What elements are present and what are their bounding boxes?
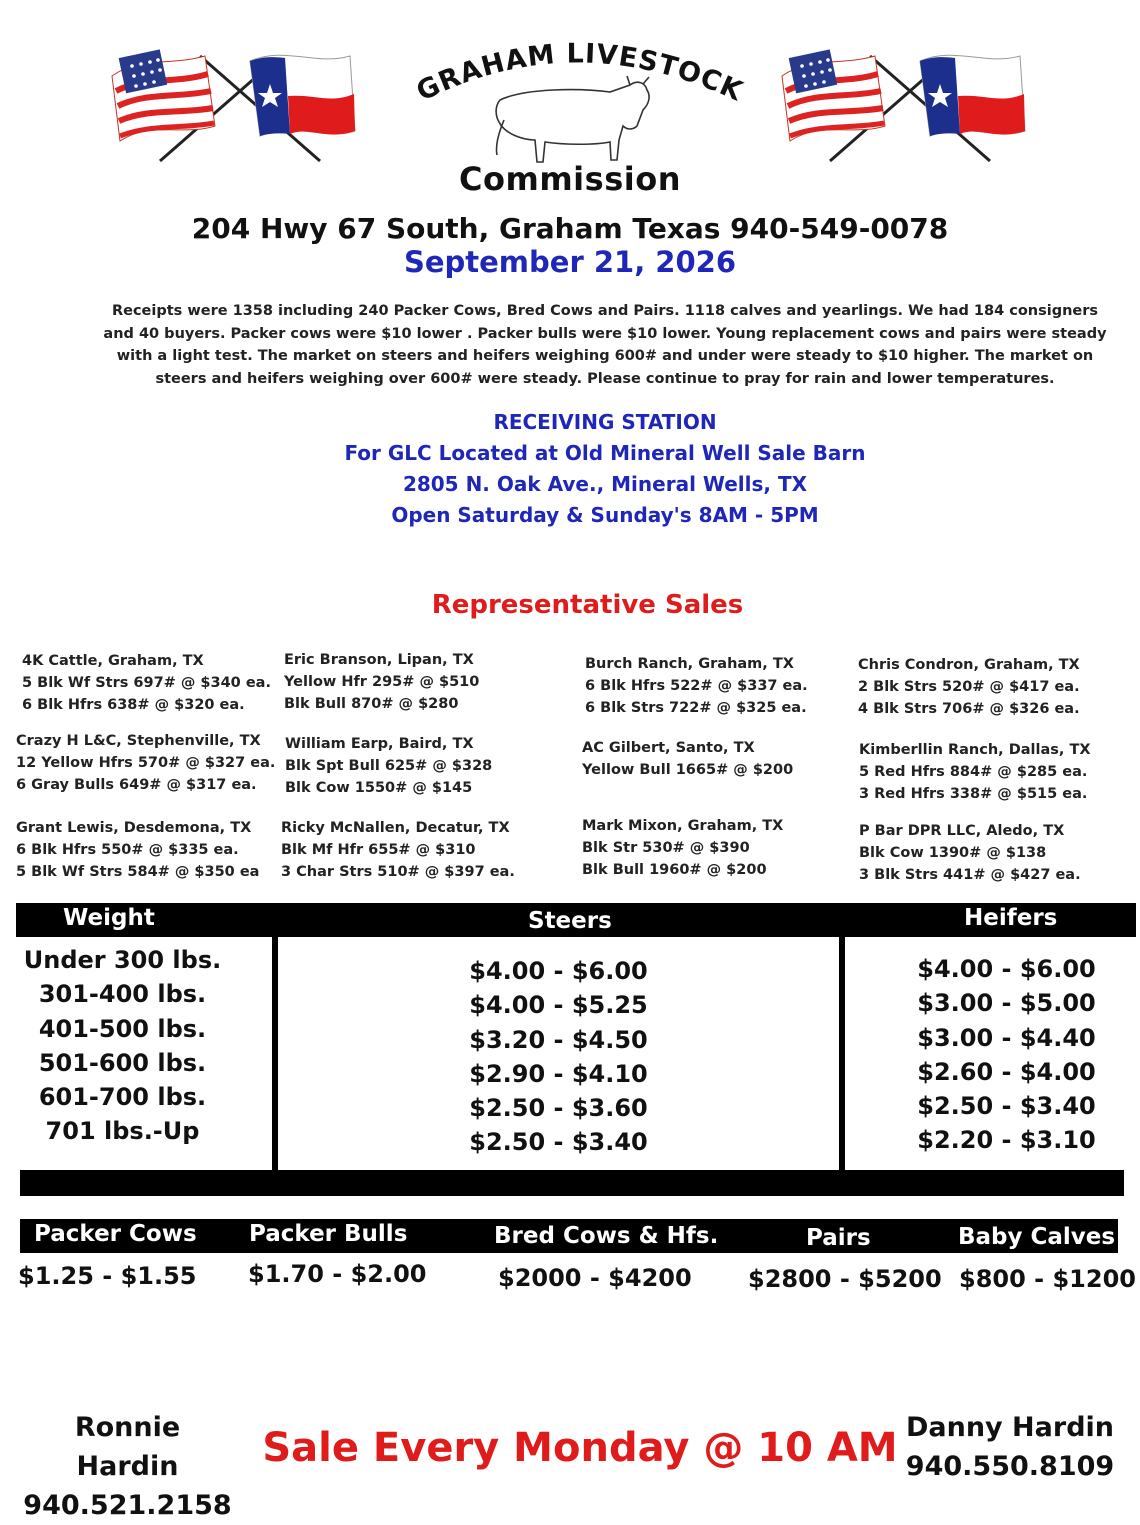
steer-price: $3.20 - $4.50 [469,1025,648,1054]
sale-entry [22,650,271,716]
seller-name: Eric Branson, Lipan, TX [284,652,474,668]
steer-price: $4.00 - $6.00 [469,957,648,985]
receiving-station-line: 2805 N. Oak Ave., Mineral Wells, TX [402,472,808,496]
seller-name: Grant Lewis, Desdemona, TX [16,820,252,836]
sale-detail: Blk Cow 1550# @ $145 [285,780,473,796]
texas-flag-icon [920,55,1025,136]
heifer-price: $2.50 - $3.40 [917,1092,1096,1121]
category-label: Baby Calves [958,1224,1116,1250]
seller-name: William Earp, Baird, TX [285,736,474,752]
weight-range: 501-600 lbs. [38,1048,207,1077]
contact-name: Danny Hardin [905,1412,1114,1443]
heifers-column [904,952,1109,1158]
sale-entry [284,649,479,715]
sale-detail: 5 Red Hfrs 884# @ $285 ea. [859,764,1088,780]
seller-name: Ricky McNallen, Decatur, TX [281,820,510,836]
category-price: $1.70 - $2.00 [248,1260,427,1288]
summary-line: steers and heifers weighing over 600# were steady. Please continue to pray for rain and lower temperatures. [155,370,1055,387]
steer-price: $2.50 - $3.60 [469,1094,648,1123]
category-header-bar [20,1219,1118,1253]
crossed-flags-icon [780,36,1040,176]
seller-name: P Bar DPR LLC, Aledo, TX [859,823,1065,839]
sale-detail: Yellow Hfr 295# @ $510 [284,674,480,690]
weight-column-header: Weight [63,905,155,931]
category-label: Packer Bulls [249,1221,408,1247]
sale-entry [16,817,259,883]
heifer-price: $2.60 - $4.00 [917,1057,1096,1086]
logo-commission: Commission [459,160,681,198]
seller-name: Crazy H L&C, Stephenville, TX [16,733,261,749]
weight-column [20,943,225,1149]
us-flag-icon [112,49,215,141]
market-summary [100,300,1110,390]
contact-right [905,1408,1115,1486]
contact-phone: 940.521.2158 [23,1490,232,1521]
sale-detail: 6 Blk Strs 722# @ $325 ea. [585,700,807,716]
category-label: Pairs [806,1225,871,1251]
sale-detail: 3 Red Hfrs 338# @ $515 ea. [859,786,1088,802]
sale-detail: 6 Blk Hfrs 522# @ $337 ea. [585,678,808,694]
seller-name: Kimberllin Ranch, Dallas, TX [859,742,1091,758]
summary-line: with a light test. The market on steers and heifers weighing 600# and under were steady to $10 higher. The market on [116,348,1094,365]
weight-range: 401-500 lbs. [38,1014,207,1043]
category-price: $1.25 - $1.55 [18,1262,197,1290]
summary-line: and 40 buyers. Packer cows were $10 lower . Packer bulls were $10 lower. Young replacement cows and pairs were steady [103,325,1107,342]
category-price: $800 - $1200 [959,1265,1136,1293]
sale-entry [859,820,1081,886]
crossed-flags-icon [110,36,370,176]
sale-detail: 3 Char Strs 510# @ $397 ea. [281,864,515,880]
seller-name: Chris Condron, Graham, TX [858,657,1080,673]
sale-entry [582,737,793,781]
sale-schedule: Sale Every Monday @ 10 AM [262,1425,898,1471]
weight-range: 601-700 lbs. [38,1083,207,1112]
sale-entry [582,815,783,881]
heifer-price: $4.00 - $6.00 [917,955,1096,983]
sale-detail: Blk Spt Bull 625# @ $328 [285,758,493,774]
weight-table-header [16,903,1136,937]
texas-flag-icon [250,55,355,136]
sale-detail: 12 Yellow Hfrs 570# @ $327 ea. [16,755,276,771]
sale-detail: 5 Blk Wf Strs 697# @ $340 ea. [22,675,271,691]
report-date: September 21, 2026 [403,245,737,279]
sale-entry [16,730,275,796]
crossed-flags-right [780,36,1040,176]
sale-detail: 6 Gray Bulls 649# @ $317 ea. [16,777,257,793]
heifer-price: $3.00 - $5.00 [917,989,1096,1018]
steer-price: $2.90 - $4.10 [469,1059,648,1088]
sale-detail: Yellow Bull 1665# @ $200 [582,762,794,778]
sale-entry [585,653,808,719]
steers-column-header: Steers [528,908,612,934]
contact-phone: 940.550.8109 [905,1451,1115,1482]
sale-detail: Blk Cow 1390# @ $138 [859,845,1047,861]
business-address: 204 Hwy 67 South, Graham Texas 940-549-0078 [191,212,949,245]
us-flag-icon [782,49,885,141]
sale-detail: 6 Blk Hfrs 638# @ $320 ea. [22,697,245,713]
sale-detail: 6 Blk Hfrs 550# @ $335 ea. [16,842,239,858]
sale-detail: 2 Blk Strs 520# @ $417 ea. [858,679,1080,695]
sale-detail: 3 Blk Strs 441# @ $427 ea. [859,867,1081,883]
category-label: Bred Cows & Hfs. [494,1223,719,1249]
crossed-flags-left [110,36,370,176]
representative-sales-title: Representative Sales [431,590,744,620]
category-price: $2000 - $4200 [498,1264,692,1292]
receiving-station-hours: Open Saturday & Sunday's 8AM - 5PM [391,503,819,527]
seller-name: AC Gilbert, Santo, TX [582,740,755,756]
table-footer-bar [20,1170,1124,1196]
heifers-column-header: Heifers [964,905,1058,931]
weight-range: 701 lbs.-Up [45,1117,200,1146]
sale-detail: Blk Bull 870# @ $280 [284,696,459,712]
contact-name: Ronnie Hardin [74,1412,181,1482]
sale-entry [858,654,1080,720]
weight-range: Under 300 lbs. [23,946,222,974]
sale-entry [285,733,492,799]
sale-detail: 5 Blk Wf Strs 584# @ $350 ea [16,864,260,880]
steer-price: $2.50 - $3.40 [469,1128,648,1157]
seller-name: 4K Cattle, Graham, TX [22,653,204,669]
sale-entry [859,739,1091,805]
seller-name: Burch Ranch, Graham, TX [585,656,794,672]
receiving-station-title: RECEIVING STATION [493,410,717,434]
table-divider [272,935,278,1170]
steer-price: $4.00 - $5.25 [469,991,648,1020]
logo-arc-text: GRAHAM LIVESTOCK [411,38,745,108]
category-label: Packer Cows [34,1221,197,1247]
sale-detail: Blk Str 530# @ $390 [582,840,750,856]
receiving-station-line: For GLC Located at Old Mineral Well Sale Barn [344,441,866,465]
table-divider [839,935,845,1170]
sale-detail: 4 Blk Strs 706# @ $326 ea. [858,701,1080,717]
heifer-price: $2.20 - $3.10 [917,1126,1096,1155]
bull-icon [496,76,649,162]
sale-detail: Blk Mf Hfr 655# @ $310 [281,842,476,858]
heifer-price: $3.00 - $4.40 [917,1023,1096,1052]
summary-line: Receipts were 1358 including 240 Packer Cows, Bred Cows and Pairs. 1118 calves and yearlings. We had 184 consigners [111,303,1099,319]
category-price: $2800 - $5200 [748,1265,942,1293]
sale-entry [281,817,515,883]
weight-range: 301-400 lbs. [38,980,207,1009]
seller-name: Mark Mixon, Graham, TX [582,818,784,834]
sale-detail: Blk Bull 1960# @ $200 [582,862,767,878]
steers-column [456,954,661,1160]
